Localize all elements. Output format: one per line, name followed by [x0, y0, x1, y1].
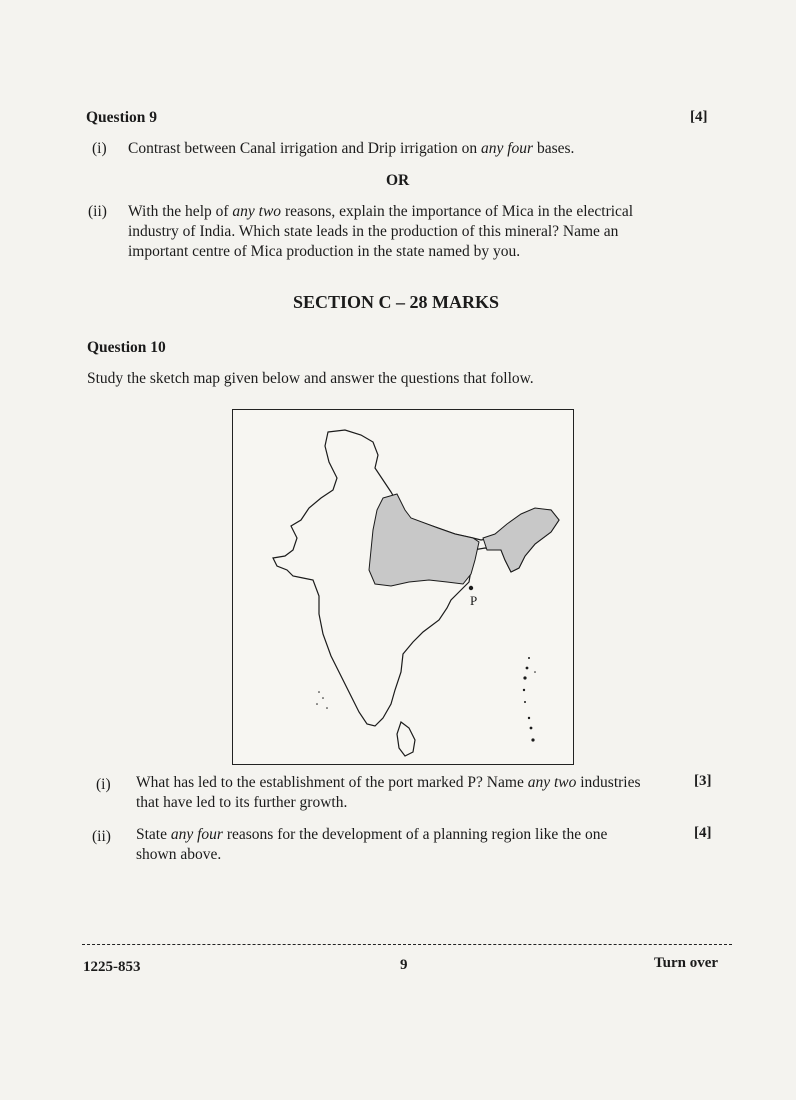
q10-part-i-line1-b: industries	[576, 774, 641, 791]
question-10-intro: Study the sketch map given below and answer the questions that follow.	[87, 370, 534, 387]
sri-lanka-outline	[397, 722, 415, 756]
q9-part-ii-number: (ii)	[88, 203, 107, 220]
page-number: 9	[400, 957, 408, 973]
q10-part-ii-marks: [4]	[694, 825, 712, 841]
q9-part-ii-line1-b: reasons, explain the importance of Mica in the electrical	[281, 203, 634, 220]
q10-part-i-line1-a: What has led to the establishment of the port marked P? Name	[136, 774, 528, 791]
port-p-marker	[469, 586, 473, 590]
q9-part-i-text-b: bases.	[533, 140, 575, 157]
q9-part-ii-line-3: important centre of Mica production in the state named by you.	[128, 243, 521, 260]
turn-over-label: Turn over	[654, 955, 719, 971]
q10-part-ii-emphasis: any four	[170, 826, 223, 843]
q9-part-i-text	[128, 139, 574, 159]
question-9-marks: [4]	[690, 109, 708, 125]
q10-part-ii-line-2: shown above.	[136, 846, 222, 863]
lakshadweep-islands	[316, 691, 328, 709]
section-c-title: SECTION C – 28 MARKS	[293, 292, 500, 312]
sketch-map-frame	[232, 409, 574, 765]
q10-part-i-marks: [3]	[694, 773, 712, 789]
q9-part-ii-line-1	[128, 202, 633, 222]
q10-part-ii-text	[136, 825, 607, 865]
q9-part-i-number: (i)	[92, 140, 107, 157]
shaded-planning-region	[369, 494, 479, 586]
q9-part-i-emphasis: any four	[480, 140, 534, 157]
port-p-label: P	[470, 593, 478, 608]
question-9-heading: Question 9	[86, 109, 158, 126]
q10-part-ii-line1-b: reasons for the development of a planning region like the one	[222, 826, 608, 843]
q10-part-ii-number: (ii)	[92, 828, 111, 845]
q10-part-i-line-1	[136, 773, 641, 793]
q9-part-ii-line1-a: With the help of	[128, 203, 233, 220]
paper-code: 1225-853	[83, 959, 141, 975]
footer-dashed-rule	[82, 944, 732, 945]
q9-part-ii-text	[128, 202, 633, 262]
q10-part-i-number: (i)	[96, 776, 111, 793]
question-10-heading: Question 10	[87, 339, 166, 356]
shaded-northeast-region	[483, 508, 559, 572]
q10-part-ii-line-1	[136, 825, 607, 845]
q10-part-i-text	[136, 773, 641, 813]
q9-part-ii-emphasis: any two	[232, 203, 282, 220]
q10-part-i-line-2: that have led to its further growth.	[136, 794, 348, 811]
q9-part-i-text-a: Contrast between Canal irrigation and Drip irrigation on	[128, 140, 481, 157]
andaman-islands	[523, 657, 536, 742]
q10-part-i-emphasis: any two	[527, 774, 577, 791]
q10-part-ii-line1-a: State	[136, 826, 171, 843]
india-sketch-map	[233, 410, 573, 763]
q9-part-ii-line-2: industry of India. Which state leads in the production of this mineral? Name an	[128, 223, 619, 240]
or-label: OR	[386, 172, 410, 189]
